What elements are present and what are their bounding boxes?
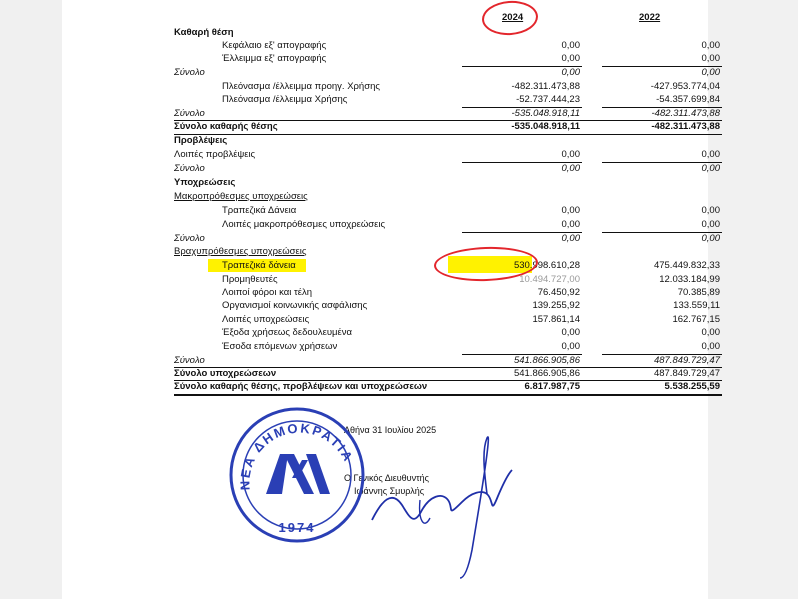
row-capital-deficit-label: Έλλειμμα εξ' απογραφής	[222, 53, 327, 64]
row-bank-loans-st-2022: 475.449.832,33	[653, 260, 720, 271]
row-total-3-label: Σύνολο	[174, 163, 205, 174]
row-total-5-2024: 541.866.905,86	[513, 355, 580, 366]
row-suppliers-2024: 10.494.727,00	[519, 274, 580, 285]
row-capital-surplus-2022: 0,00	[701, 40, 720, 51]
row-other-provisions-2024: 0,00	[561, 149, 580, 160]
row-grand-total-2024: 6.817.987,75	[524, 381, 580, 392]
row-total-3-2022: 0,00	[701, 163, 720, 174]
row-total-5-label: Σύνολο	[174, 355, 205, 366]
row-total-2-label: Σύνολο	[174, 108, 205, 119]
section-net-position: Καθαρή θέση	[174, 27, 234, 38]
row-total-3-2024: 0,00	[561, 163, 580, 174]
year-2024-header: 2024	[502, 12, 524, 23]
row-total-2-2024: -535.048.918,11	[511, 108, 580, 119]
row-other-lt-2024: 0,00	[561, 219, 580, 230]
row-surplus-prev-2024: -482.311.473,88	[511, 81, 580, 92]
row-total-1-2024: 0,00	[561, 67, 580, 78]
row-social-security-2024: 139.255,92	[532, 300, 580, 311]
row-total-liabilities-2022: 487.849.729,47	[653, 368, 720, 379]
row-total-4-2024: 0,00	[561, 233, 580, 244]
row-total-liabilities-2024: 541.866.905,86	[513, 368, 580, 379]
row-bank-loans-lt-2022: 0,00	[701, 205, 720, 216]
row-bank-loans-st-label: Τραπεζικά δάνεια	[222, 260, 296, 271]
right-margin	[708, 0, 798, 599]
row-total-4-label: Σύνολο	[174, 233, 205, 244]
row-other-taxes-label: Λοιποί φόροι και τέλη	[222, 287, 312, 298]
year-2022-header: 2022	[639, 12, 661, 23]
row-total-4-2022: 0,00	[701, 233, 720, 244]
footer-date: Αθήνα 31 Ιουλίου 2025	[344, 425, 437, 435]
subsection-long-term: Μακροπρόθεσμες υποχρεώσεις	[174, 191, 308, 202]
row-other-taxes-2022: 70.385,89	[677, 287, 720, 298]
row-other-liabilities-2024: 157.861,14	[532, 314, 580, 325]
red-circle-2024	[481, 0, 539, 37]
row-surplus-curr-2024: -52.737.444,23	[516, 94, 580, 105]
row-bank-loans-lt-2024: 0,00	[561, 205, 580, 216]
row-suppliers-2022: 12.033.184,99	[659, 274, 720, 285]
section-provisions: Προβλέψεις	[174, 135, 228, 146]
left-margin	[0, 0, 62, 599]
row-surplus-curr-label: Πλεόνασμα /έλλειμμα Χρήσης	[222, 94, 348, 105]
row-total-1-2022: 0,00	[701, 67, 720, 78]
row-total-net-2022: -482.311.473,88	[651, 121, 720, 132]
document-page	[62, 0, 720, 599]
row-total-2-2022: -482.311.473,88	[651, 108, 720, 119]
row-deferred-income-2022: 0,00	[701, 341, 720, 352]
row-accrued-expenses-2024: 0,00	[561, 327, 580, 338]
row-capital-deficit-2024: 0,00	[561, 53, 580, 64]
row-other-taxes-2024: 76.450,92	[537, 287, 580, 298]
row-other-lt-label: Λοιπές μακροπρόθεσμες υποχρεώσεις	[222, 219, 386, 230]
row-other-liabilities-2022: 162.767,15	[672, 314, 720, 325]
row-grand-total-2022: 5.538.255,59	[664, 381, 720, 392]
handwritten-signature	[322, 430, 532, 580]
row-capital-surplus-2024: 0,00	[561, 40, 580, 51]
row-deferred-income-2024: 0,00	[561, 341, 580, 352]
row-social-security-2022: 133.559,11	[673, 300, 720, 311]
stamp-text: ΝΕΑ ΔΗΜΟΚΡΑΤΙΑ	[237, 420, 357, 491]
row-total-net-label: Σύνολο καθαρής θέσης	[174, 121, 278, 132]
nd-logo-icon	[266, 454, 330, 494]
subsection-short-term: Βραχυπρόθεσμες υποχρεώσεις	[174, 246, 307, 257]
row-total-5-2022: 487.849.729,47	[653, 355, 720, 366]
row-other-provisions-label: Λοιπές προβλέψεις	[174, 149, 256, 160]
footer-signer-title: Ο Γενικός Διευθυντής	[344, 473, 429, 483]
row-total-liabilities-label: Σύνολο υποχρεώσεων	[174, 368, 277, 379]
stamp-year: 1974	[278, 520, 316, 535]
row-other-provisions-2022: 0,00	[701, 149, 720, 160]
row-total-1-label: Σύνολο	[174, 67, 205, 78]
row-other-lt-2022: 0,00	[701, 219, 720, 230]
footer-signer-name: Ιωάννης Σμυρλής	[354, 486, 425, 496]
row-other-liabilities-label: Λοιπές υποχρεώσεις	[222, 314, 310, 325]
row-deferred-income-label: Έσοδα επόμενων χρήσεων	[222, 341, 338, 352]
row-capital-deficit-2022: 0,00	[701, 53, 720, 64]
row-surplus-prev-2022: -427.953.774,04	[650, 81, 720, 92]
row-bank-loans-lt-label: Τραπεζικά Δάνεια	[222, 205, 297, 216]
row-capital-surplus-label: Κεφάλαιο εξ' απογραφής	[222, 40, 327, 51]
row-accrued-expenses-2022: 0,00	[701, 327, 720, 338]
row-accrued-expenses-label: Έξοδα χρήσεως δεδουλευμένα	[222, 327, 352, 338]
row-bank-loans-st-2024: 530.998.610,28	[513, 260, 580, 271]
section-liabilities: Υποχρεώσεις	[174, 177, 236, 188]
row-surplus-curr-2022: -54.357.699,84	[656, 94, 720, 105]
row-social-security-label: Οργανισμοί κοινωνικής ασφάλισης	[222, 300, 368, 311]
row-grand-total-label: Σύνολο καθαρής θέσης, προβλέψεων και υποχρεώσεων	[174, 381, 428, 392]
row-total-net-2024: -535.048.918,11	[511, 121, 580, 132]
row-suppliers-label: Προμηθευτές	[222, 274, 278, 285]
row-surplus-prev-label: Πλεόνασμα /έλλειμμα προηγ. Χρήσης	[222, 81, 380, 92]
